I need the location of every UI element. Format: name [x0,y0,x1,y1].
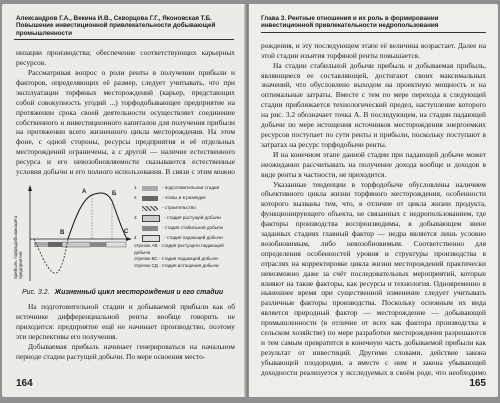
legend-swatch [142,206,158,211]
left-page [2,4,246,397]
stage-bar [90,242,106,247]
point-label: А [82,189,87,196]
figure-caption-text: Жизненный цикл месторождения и его стадии [54,289,224,297]
legend-swatch [142,186,158,191]
legend-item: 4 - стадия падающей добычи [134,235,223,241]
legend-swatch [142,215,160,222]
left-header-authors: Александров Г.А., Векина И.В., Скворцова Г.Г., Яконовская Т.Б. [16,15,212,22]
right-running-header [249,4,498,30]
legend-item: - стадия стабильной добычи [134,223,240,233]
right-header-chapter: Глава 3. Рентные отношения и их роль в формировании [261,15,439,22]
stage-bar [62,242,90,247]
profit-curve [68,193,129,239]
y-axis-label: прибыль торфодобывающего предприятия [13,215,23,280]
figure-legend [134,183,240,269]
lifecycle-figure [13,181,240,287]
paragraph: На стадии стабильной добычи прибыль и добываемая прибыль, являющиеся ее составляющей, достигают своих максимальных значений, что обусловлено выходом на проектную мощность и на оптимальные затраты. Вместе с тем по мере перехода к следующей стадии приближается технологический предел, наступление которого на рис. 3.2 обозначает точка А. В последующем, на стадии падающей добычи по мере истощения источников месторождения энергоемких ресурсов поступает по сути ренты и прибыли, поскольку поступают в затратах на ресурс торфодобычи ренты. [261,60,486,149]
point-label: В [60,230,65,237]
legend-swatch [142,235,160,242]
page-number: 165 [469,378,486,389]
stage-bar [106,242,126,247]
right-page [249,4,498,397]
paragraph: Указанные тенденции в торфодобыче обусловлены наличием объективного цикла жизни торфяного месторождения, особенности которого вызваны тем, что, в отличие от цикла жизни продукта, функционирующего объекта, не связанных с недропользованием, где факторы производства воспроизводимы, в добывающем звене заданных стадиях главный фактор — недра является лишь условно возобновимым, либо невозобновимым. Соответственно для определения особенностей уровня и структуры производства в отраслях на корректировке цикла жизни месторождений практически невозможно даже за счёт последовательных мероприятий, которые влияют на такие факторы, как ресурсы и технология. Одновременно в нынешнее время при существенной изменение следует учитывать различные факторы производства. Поскольку основным их вида является природный фактор — месторождение — добывающей промышленности (в отличие от всех как фактора производства в сельском хозяйстве) по мере разработки месторождения разрешаются и тем самым превратится в конечную часть добываемой прибыли как результат от инвестиций. Другими словами, действие закона убывающей плодородия, а вместе с ним и закона убывающей доходности реализуется у исследуемых в своём роде, что необходимо [261,179,486,377]
point-label: С [124,229,129,236]
left-header-title: Повышение инвестиционной привлекательности добывающей промышленности [16,22,216,37]
paragraph: И на конечном этапе данной стадии при падающей добыче может неожиданно рассчитывать на получение дохода вообще и доходов в виде ренты в частности, не приходится. [261,149,486,179]
right-body [249,41,498,379]
legend-swatch [142,226,158,231]
left-header-rule [14,39,234,40]
page-number: 164 [16,378,33,389]
paragraph: рождения, и эту последующем этапе её величина возрастает. Далее на этой стадии изъятия торфяной ренты повышается. [261,40,486,60]
right-header-rule [261,32,486,33]
right-header-subtitle: инвестиционной привлекательности недропользования [261,22,439,30]
stage-bar [48,242,62,247]
left-running-header [2,4,246,37]
y-axis-arrow [28,185,32,191]
legend-swatch [142,196,158,201]
paragraph: На подготовительной стадии и добываемой прибыли как об источнике дифференциальной ренты вообще говорить не приходится: предприятие ещё не начинает производство, поэтому эти перспективы его получения. [16,302,235,341]
left-body-top [2,48,246,177]
legend-item: 1 - подготовительная стадия [134,185,220,191]
left-body-bottom [2,302,246,361]
legend-item: 2 - этапы и в разведке [134,195,206,201]
figure-caption-number: Рис. 3.2. [22,289,50,297]
figure-caption [2,287,246,296]
figure-note: отрезок ВС - стадия падающей добычи [134,256,218,262]
x-axis-arrow [126,237,132,241]
legend-item: 3 - стадия растущей добычи [134,215,221,221]
paragraph: Рассматривая вопрос о роли ренты в получении прибыли и факторов, определяющих её размер, следует учитывать, что при эксплуатации торфяных месторождений (карьер, предстающих собой совокупность угодий ...) торфодобывающее предприятие на протяжении срока своей деятельности осуществляет соединение собственного и инвестиционного капиталов для получения прибыли на протяжении всего жизненного цикла месторождения. На этом фоне, с одной стороны, ресурсы предприятия и её отдельных месторождений ограничены, а с другой — наличие естественного ресурса и его невозобновляемости сказываются естественные условия добычи и его полного использования. В связи с этим можно [16,68,235,177]
figure-note: отрезок СД - стадия истощения добычи [134,262,219,268]
figure-note: отрезок АВ - стадия растущего падающей добычи [134,243,224,255]
paragraph: Добываемая прибыль начинает генерироваться на начальном периоде стадии растущей добычи. По мере освоения место- [16,341,235,361]
paragraph: низации производства; обеспечение соответствующих карьерных ресурсов. [16,48,235,68]
legend-item: - строительство [134,203,240,213]
point-label: Б [112,191,117,198]
